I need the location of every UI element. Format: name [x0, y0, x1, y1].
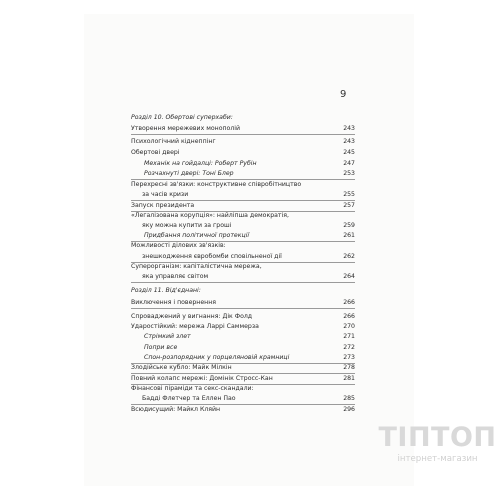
toc-rule — [131, 241, 355, 242]
toc-entry-title: Розділ 10. Обертові суперхаби: — [131, 114, 233, 121]
toc-entry-title: яка управляє світом — [142, 273, 209, 280]
toc-entry-page: 264 — [343, 273, 355, 280]
toc-entry-title: Можливості ділових зв'язків: — [131, 242, 226, 249]
toc-entry-title: Злодійське кубло: Майк Мілкін — [131, 364, 232, 371]
toc-rule — [131, 134, 355, 135]
toc-entry — [131, 241, 355, 251]
toc-rule — [131, 282, 355, 283]
toc-entry-title: Стрімкий злет — [144, 333, 191, 340]
toc-entry-page: 253 — [343, 170, 355, 177]
toc-rule — [131, 363, 355, 364]
toc-entry-page: 270 — [343, 323, 355, 330]
toc-entry-title: Спроваджений у вигнання: Дік Фолд — [131, 313, 253, 320]
toc-entry — [131, 322, 355, 332]
toc-entry-title: Запуск президента — [131, 202, 195, 209]
toc-entry-title: Попри все — [144, 344, 178, 351]
toc-entry — [131, 124, 355, 134]
toc-entry — [131, 384, 355, 394]
toc-entry-title: Виключення і повернення — [131, 299, 216, 306]
toc-rule — [131, 373, 355, 374]
toc-entry-title: Бадді Флетчер та Еллен Пао — [142, 395, 236, 402]
toc-entry-title: Ударостійкий: мережа Ларрі Саммерза — [131, 323, 259, 330]
toc-entry — [131, 374, 355, 384]
toc-entry-page: 261 — [343, 232, 355, 239]
toc-entry — [131, 298, 355, 308]
toc-entry-page: 259 — [343, 222, 355, 229]
toc-entry — [131, 211, 355, 221]
toc-entry-title: Суперорганізм: капіталістична мережа, — [131, 263, 262, 270]
toc-entry — [131, 201, 355, 211]
toc-entry-title: Розчахнуті двері: Тоні Блер — [144, 170, 234, 177]
toc-chapter-heading — [131, 286, 355, 296]
toc-rule — [131, 262, 355, 263]
toc-rule — [131, 179, 355, 180]
toc-entry — [131, 190, 355, 200]
toc-entry — [131, 394, 355, 404]
toc-entry-title: Спон-розпорядник у порцеляновій крамниці — [144, 354, 290, 361]
toc-entry — [131, 231, 355, 241]
toc-entry-title: знешкодження євробомби сповільненої дії — [142, 253, 282, 260]
toc-entry — [131, 252, 355, 262]
toc-rule — [131, 200, 355, 201]
toc-entry-page: 255 — [343, 191, 355, 198]
toc-rule — [131, 384, 355, 385]
toc-entry-page: 271 — [343, 333, 355, 340]
toc-entry — [131, 137, 355, 147]
toc-entry-page: 243 — [343, 138, 355, 145]
toc-entry-page: 278 — [343, 364, 355, 371]
toc-entry-page: 266 — [343, 299, 355, 306]
toc-rule — [131, 211, 355, 212]
toc-entry-page: 247 — [343, 160, 355, 167]
toc-entry-page: 272 — [343, 344, 355, 351]
toc-entry-page: 281 — [343, 375, 355, 382]
toc-entry-page: 245 — [343, 149, 355, 156]
watermark-logo: ТІПТОП — [378, 422, 497, 453]
toc-entry — [131, 312, 355, 322]
toc-entry-title: Розділ 11. Від'єднані: — [131, 287, 201, 294]
toc-entry — [131, 272, 355, 282]
toc-entry-page: 285 — [343, 395, 355, 402]
toc-entry-title: Фінансові піраміди та секс-скандали: — [131, 385, 254, 392]
toc-entry-page: 296 — [343, 406, 355, 413]
toc-entry-title: яку можна купити за гроші — [142, 222, 232, 229]
toc-entry-page: 257 — [343, 202, 355, 209]
toc-entry-page: 266 — [343, 313, 355, 320]
toc-entry — [131, 221, 355, 231]
toc-entry-title: Перехресні зв'язки: конструктивне співробітництво — [131, 181, 302, 188]
toc-entry-title: Придбання політичної протекції — [144, 232, 250, 239]
toc-entry — [131, 262, 355, 272]
toc-entry — [131, 405, 355, 415]
toc-entry — [131, 332, 355, 342]
toc-rule — [131, 404, 355, 405]
toc-entry-title: Всюдисущий: Майкл Кляйн — [131, 406, 221, 413]
toc-chapter-heading — [131, 113, 355, 123]
toc-entry — [131, 180, 355, 190]
watermark-subtitle: інтернет-магазин — [397, 454, 478, 464]
toc-entry-title: Обертові двері — [131, 149, 180, 156]
toc-entry — [131, 363, 355, 373]
toc-entry-title: Утворення мережевих монополій — [131, 125, 241, 132]
toc-entry — [131, 343, 355, 353]
toc-rule — [131, 308, 355, 309]
toc-entry-page: 273 — [343, 354, 355, 361]
toc-entry — [131, 353, 355, 363]
toc-entry-page: 243 — [343, 125, 355, 132]
toc-entry — [131, 148, 355, 158]
toc-entry — [131, 159, 355, 169]
store-watermark — [375, 423, 500, 465]
toc-entry-title: «Легалізована корупція»: найліпша демократія, — [131, 212, 289, 219]
toc-entry-title: за часів кризи — [142, 191, 189, 198]
toc-entry-title: Механік на гойдалці: Роберт Рубін — [144, 160, 257, 167]
toc-entry-title: Психологічний кіднеппінг — [131, 138, 216, 145]
page-number: 9 — [340, 89, 347, 100]
toc-entry-page: 262 — [343, 253, 355, 260]
toc-entry-title: Повний колапс мережі: Домінік Стросс-Кан — [131, 375, 273, 382]
toc-entry — [131, 169, 355, 179]
